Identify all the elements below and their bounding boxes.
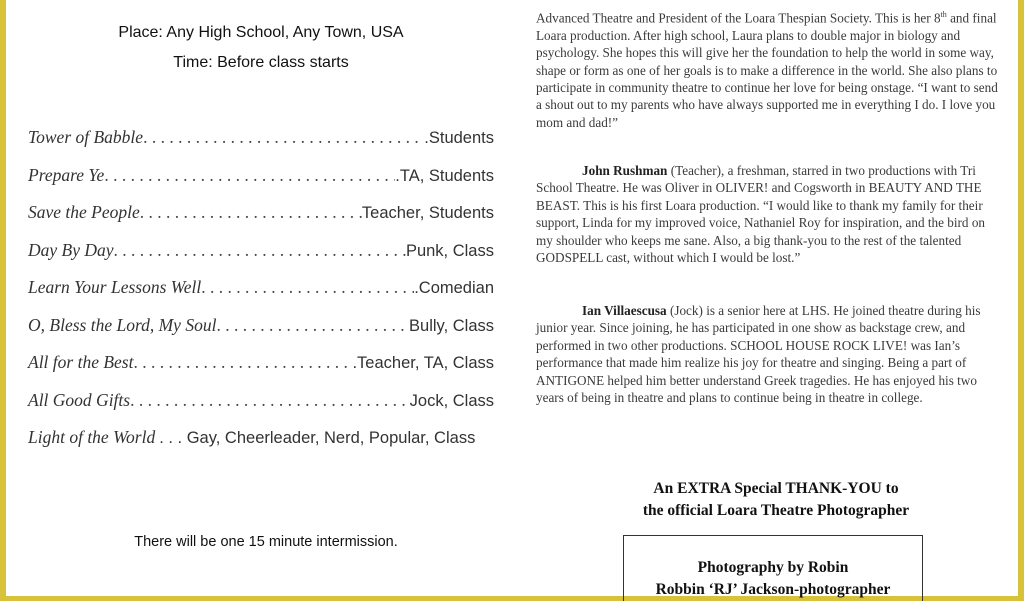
- bio-text: (Teacher), a freshman, starred in two productions with Tri School Theatre. He was Oliver in OLIVER! and Cogsworth in BEAUTY AND THE BEAST. This is his first Loara production. “I would like to thank my family for their support, Linda for my improved voice, Nathaniel Roy for inspiration, and the bird on my shoulder who keeps me sane. Also, a big thank-you to the rest of the talented GODSPELL cast, without which I would be lost.”: [536, 163, 986, 266]
- bio-laura: [536, 6, 998, 131]
- song-cast: Jock, Class: [409, 391, 494, 410]
- song-cast: .TA, Students: [395, 166, 494, 185]
- leader-dots: [216, 315, 409, 336]
- song-cast: .Teacher, TA, Class: [352, 354, 494, 372]
- thank-you-line: An EXTRA Special THANK-YOU to: [653, 480, 899, 497]
- song-title: Tower of Babble: [28, 127, 144, 147]
- song-list: [28, 127, 494, 465]
- song-row: [28, 240, 494, 278]
- photography-credit-box: [623, 535, 923, 601]
- program-page: [6, 0, 1018, 596]
- bios-column: [536, 0, 1006, 596]
- leader-dots: [114, 240, 406, 261]
- song-row: [28, 277, 494, 315]
- song-cast: Bully, Class: [409, 316, 494, 335]
- song-row: [28, 427, 494, 465]
- song-row: [28, 390, 494, 428]
- song-title: Prepare Ye: [28, 164, 105, 185]
- song-title: Learn Your Lessons Well: [28, 277, 202, 297]
- song-title: Day By Day: [28, 239, 114, 260]
- thank-you-line: the official Loara Theatre Photographer: [642, 502, 910, 519]
- photo-credit-line: Robbin ‘RJ’ Jackson-photographer: [655, 581, 891, 598]
- leader-dots: [201, 277, 414, 298]
- leader-dots: [143, 127, 424, 148]
- song-title: O, Bless the Lord, My Soul: [28, 314, 217, 335]
- song-row: [28, 352, 494, 390]
- song-title: All Good Gifts: [28, 389, 131, 410]
- time-heading: Time: Before class starts: [173, 54, 349, 71]
- song-cast: Teacher, Students: [361, 204, 494, 222]
- bio-text: Advanced Theatre and President of the Loara Thespian Society. This is her 8: [536, 10, 941, 26]
- song-list-column: [6, 0, 506, 596]
- bio-text: (Jock) is a senior here at LHS. He joined theatre during his junior year. Since joining, he has participated in one show as backstage crew, and performed in two other productions. SCHOOL HOUSE ROCK LIVE! was Ian’s performance that made him realize his joy for theatre and singing. Being a part of ANTIGONE helped him better understand Greek tragedies. He has enjoyed his two years of being in theatre and plans to continue being in theatre in college.: [536, 303, 981, 406]
- song-cast: . . . Gay, Cheerleader, Nerd, Popular, Class: [159, 429, 476, 447]
- leader-dots: [140, 202, 362, 223]
- song-title: Light of the World: [28, 427, 156, 447]
- leader-dots: [104, 165, 395, 186]
- song-cast: Punk, Class: [405, 241, 494, 260]
- song-row: [28, 165, 494, 203]
- song-cast: .Students: [424, 129, 494, 147]
- bio-name: Ian Villaescusa: [582, 303, 667, 318]
- song-title: All for the Best: [28, 352, 134, 372]
- bio-ian: [536, 302, 998, 406]
- leader-dots: [130, 390, 410, 411]
- bio-text: and final Loara production. After high school, Laura plans to double major in biology and psychology. She hopes this will give her the foundation to help the world in some way, shape or form as one of her goals is to make a difference in the world. She also plans to participate in community theatre to continue her love for being onstage. “I want to send a shout out to my parents who have always supported me in everything I do. I love you mom and dad!”: [536, 10, 998, 130]
- song-title: Save the People: [28, 202, 140, 222]
- song-row: [28, 315, 494, 353]
- place-heading: Place: Any High School, Any Town, USA: [118, 24, 404, 41]
- song-row: [28, 202, 494, 240]
- photo-credit-line: Photography by Robin: [697, 559, 849, 576]
- song-cast: .Comedian: [414, 279, 494, 297]
- bio-john: [536, 162, 998, 266]
- thank-you-heading: [616, 478, 936, 522]
- leader-dots: [133, 352, 352, 373]
- bio-superscript: th: [940, 10, 947, 19]
- song-row: [28, 127, 494, 165]
- bio-name: John Rushman: [582, 163, 668, 178]
- intermission-note: There will be one 15 minute intermission.: [134, 534, 398, 550]
